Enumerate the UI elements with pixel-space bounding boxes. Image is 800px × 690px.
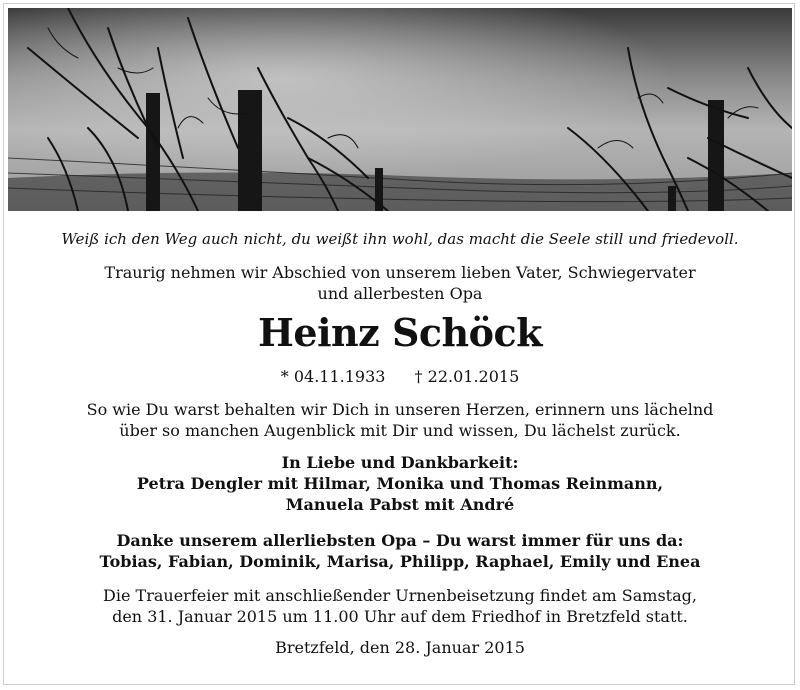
family-line: Petra Dengler mit Hilmar, Monika und Thomas Reinmann,: [136, 474, 664, 493]
family-line: Manuela Pabst mit André: [285, 495, 515, 514]
deceased-name: Heinz Schöck: [258, 310, 542, 355]
place-and-date: Bretzfeld, den 28. Januar 2015: [275, 638, 525, 657]
motto-verse: Weiß ich den Weg auch nicht, du weißt ihn wohl, das macht die Seele still und friedevoll.: [61, 230, 739, 248]
death-date: † 22.01.2015: [414, 367, 520, 386]
life-dates: [0, 367, 800, 386]
memory-text: [0, 399, 800, 441]
funeral-line: den 31. Januar 2015 um 11.00 Uhr auf dem Friedhof in Bretzfeld statt.: [112, 607, 688, 626]
intro-line: Traurig nehmen wir Abschied von unserem lieben Vater, Schwiegervater: [104, 263, 696, 282]
grandchildren-heading: Danke unserem allerliebsten Opa – Du warst immer für uns da:: [116, 531, 684, 550]
birth-date: * 04.11.1933: [280, 367, 386, 386]
memory-line: über so manchen Augenblick mit Dir und wissen, Du lächelst zurück.: [119, 421, 681, 440]
intro-line: und allerbesten Opa: [317, 284, 483, 303]
memory-line: So wie Du warst behalten wir Dich in unseren Herzen, erinnern uns lächelnd: [86, 400, 714, 419]
funeral-line: Die Trauerfeier mit anschließender Urnenbeisetzung findet am Samstag,: [103, 586, 697, 605]
thanks-heading: In Liebe und Dankbarkeit:: [281, 453, 519, 472]
intro-text: [0, 262, 800, 304]
grandchildren-text: [0, 530, 800, 572]
vineyard-branches-photo: [8, 8, 792, 211]
grandchildren-names: Tobias, Fabian, Dominik, Marisa, Philipp, Raphael, Emily und Enea: [99, 552, 701, 571]
funeral-info: [0, 585, 800, 627]
family-signatures: [0, 452, 800, 515]
